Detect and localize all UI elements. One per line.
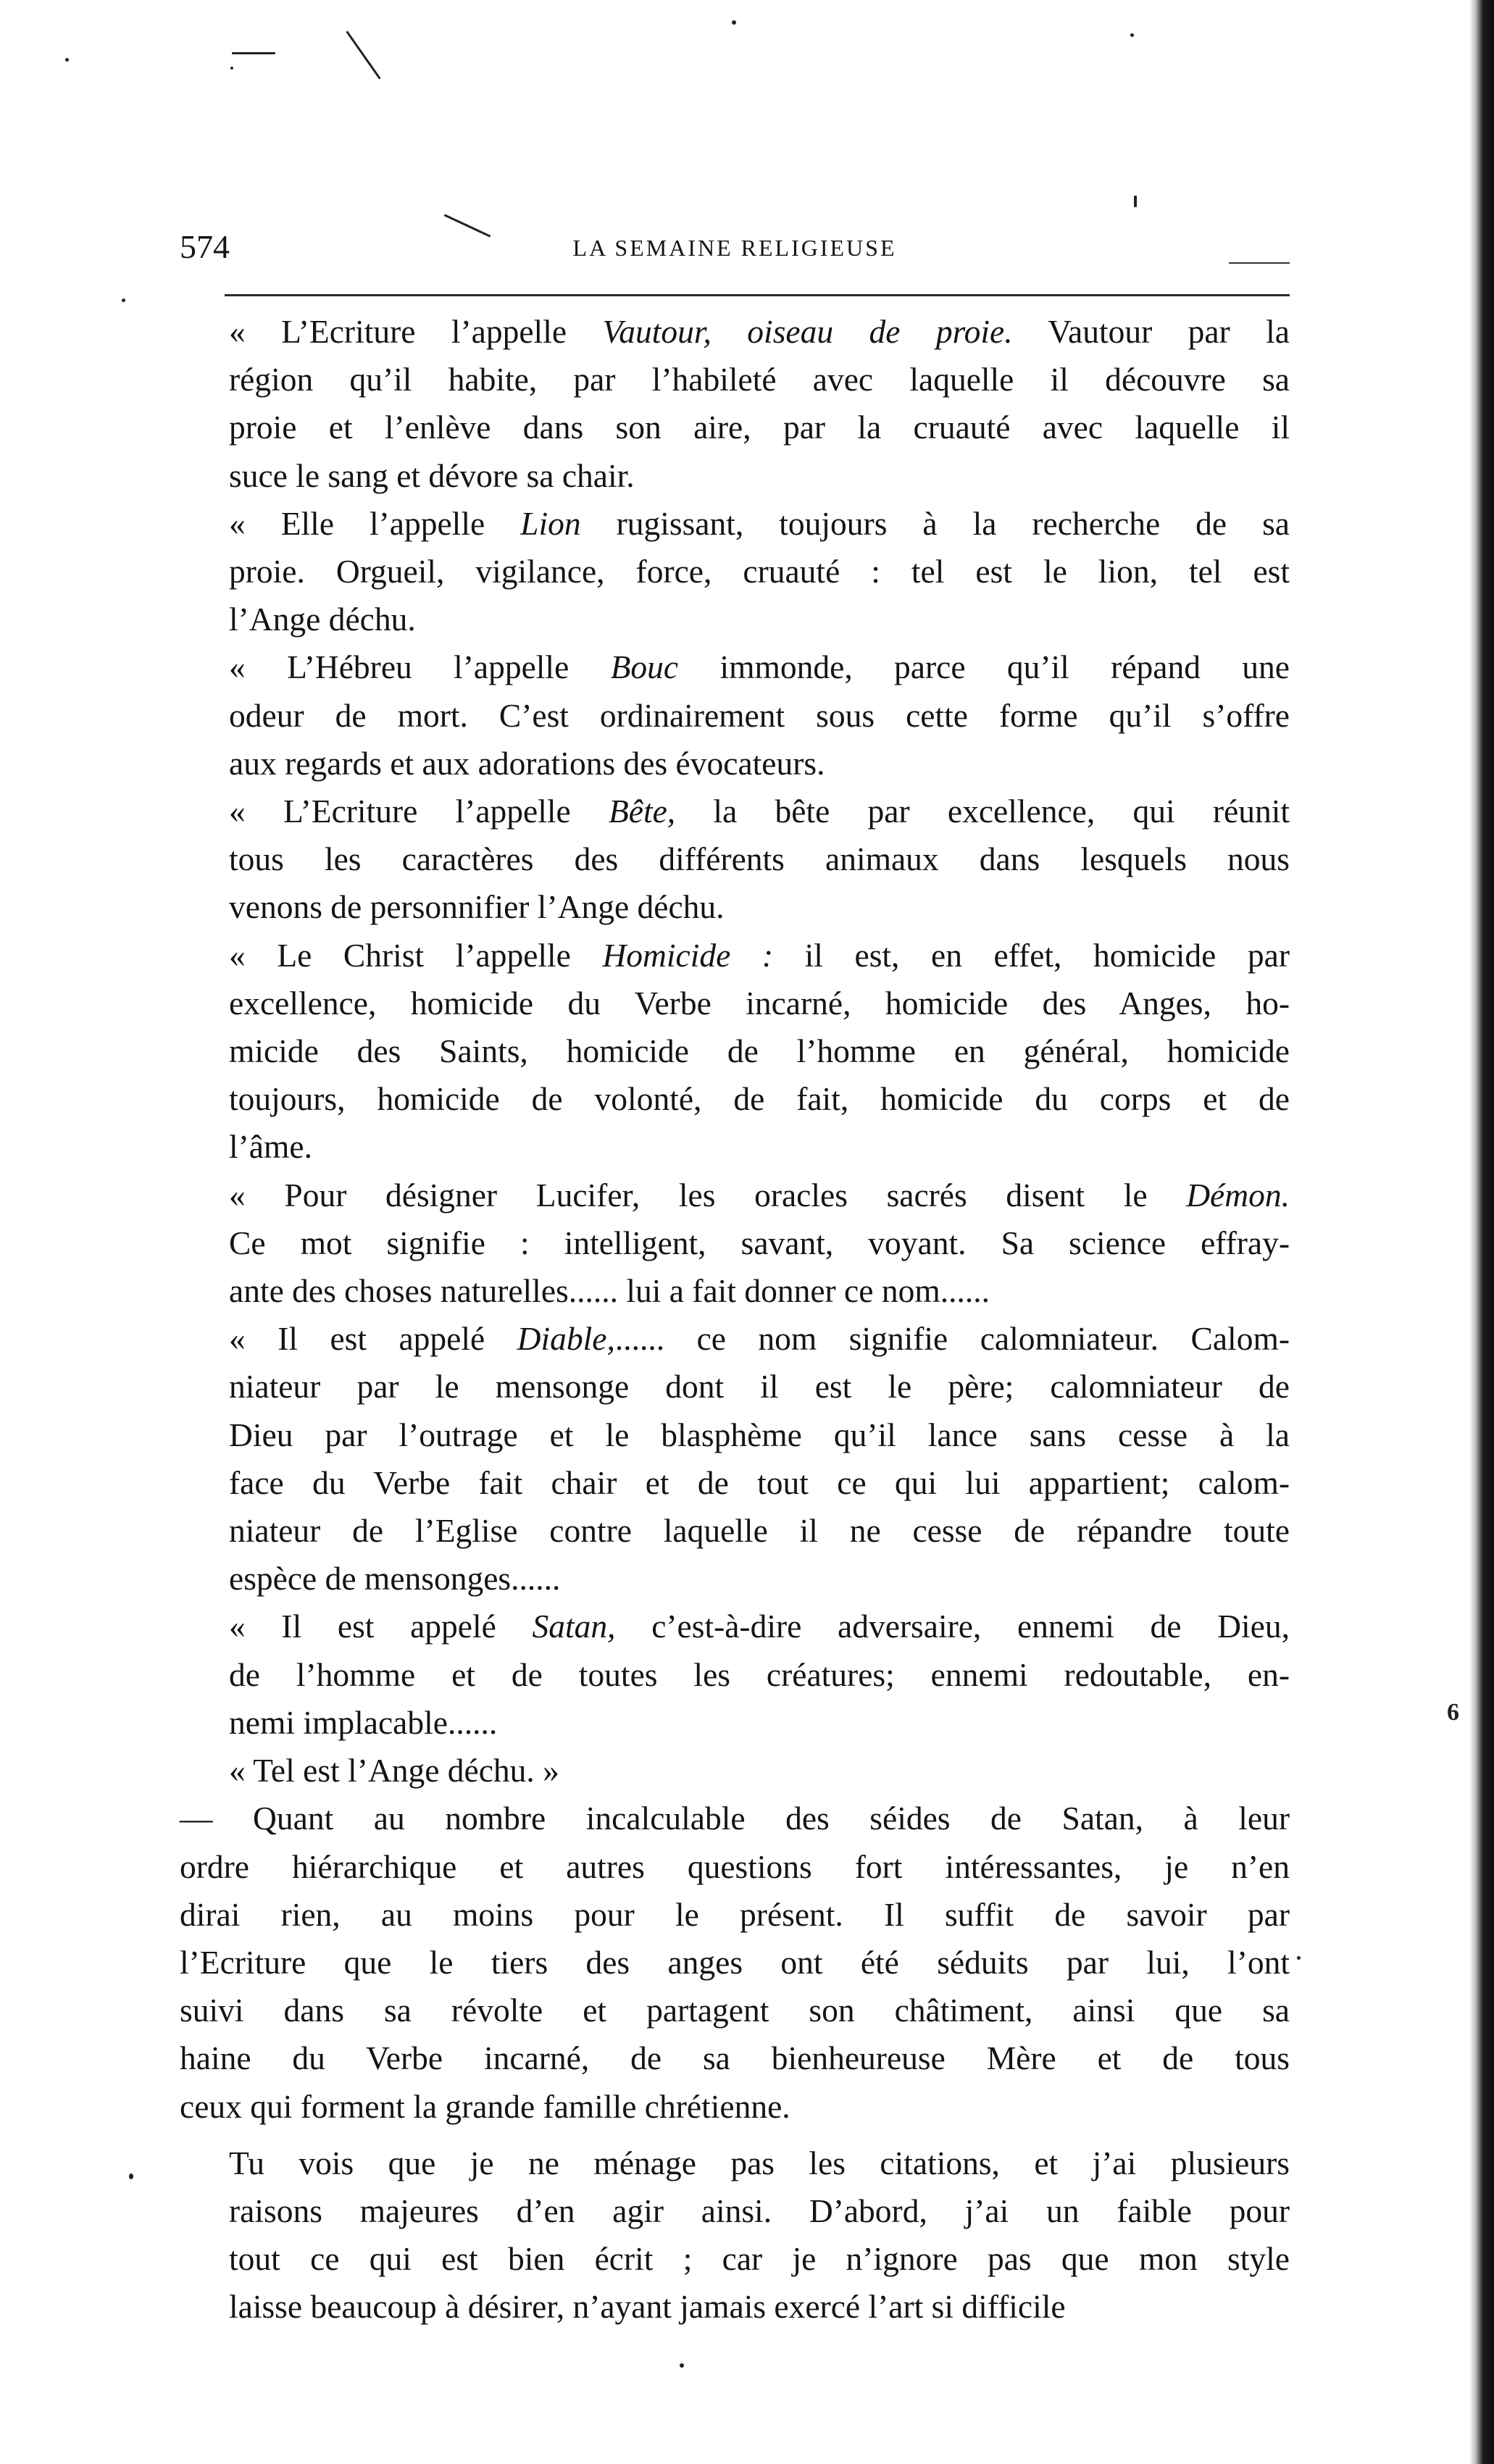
text-line: « L’Hébreu l’appelle Bouc immonde, parce qu’il répand une [229, 648, 1290, 686]
text-line: — Quant au nombre incalculable des séides de Satan, à leur [180, 1800, 1290, 1837]
paragraph [180, 500, 1290, 644]
paragraph [180, 1747, 1290, 1795]
paragraph [180, 788, 1290, 932]
paragraph [180, 1603, 1290, 1747]
text-line: Tu vois que je ne ménage pas les citations, et j’ai plusieurs [229, 2144, 1290, 2181]
scan-speck [680, 2363, 684, 2368]
text-line: ante des choses naturelles...... lui a fait donner ce nom...... [229, 1272, 990, 1310]
text-line: région qu’il habite, par l’habileté avec laquelle il découvre sa [229, 361, 1290, 398]
text-line: face du Verbe fait chair et de tout ce qui lui appartient; calom- [229, 1463, 1290, 1501]
margin-mark: 6 [1447, 1699, 1459, 1726]
text-line: niateur de l’Eglise contre laquelle il ne cesse de répandre toute [229, 1512, 1290, 1550]
scan-speck [65, 58, 69, 62]
text-line: Ce mot signifie : intelligent, savant, voyant. Sa science effray- [229, 1224, 1290, 1261]
text-line: ordre hiérarchique et autres questions fort intéressantes, je n’en [180, 1847, 1290, 1885]
text-line: excellence, homicide du Verbe incarné, homicide des Anges, ho- [229, 984, 1290, 1022]
header-rule [225, 294, 1290, 296]
paragraph [180, 308, 1290, 500]
text-line: l’âme. [229, 1128, 312, 1166]
running-head [180, 217, 1290, 275]
text-line: « L’Ecriture l’appelle Vautour, oiseau de proie. Vautour par la [229, 313, 1290, 350]
scan-speck [122, 298, 125, 302]
paragraph [180, 2139, 1290, 2331]
text-line: proie. Orgueil, vigilance, force, cruauté : tel est le lion, tel est [229, 553, 1290, 590]
scan-speck [1297, 1956, 1301, 1960]
text-line: « Il est appelé Satan, c’est-à-dire adversaire, ennemi de Dieu, [229, 1608, 1290, 1645]
text-line: venons de personnifier l’Ange déchu. [229, 888, 725, 926]
text-line: suivi dans sa révolte et partagent son châtiment, ainsi que sa [180, 1992, 1290, 2029]
text-line: espèce de mensonges...... [229, 1560, 561, 1598]
paragraph [180, 932, 1290, 1172]
scan-speck [1134, 196, 1137, 207]
text-line: l’Ange déchu. [229, 601, 416, 638]
scan-speck [129, 2173, 133, 2179]
text-line: tous les caractères des différents animaux dans lesquels nous [229, 840, 1290, 878]
text-line: aux regards et aux adorations des évocateurs. [229, 744, 825, 782]
running-head-dash [1229, 262, 1290, 264]
text-line: « Le Christ l’appelle Homicide : il est, en effet, homicide par [229, 936, 1290, 974]
text-line: odeur de mort. C’est ordinairement sous cette forme qu’il s’offre [229, 696, 1290, 734]
text-line: de l’homme et de toutes les créatures; ennemi redoutable, en- [229, 1655, 1290, 1693]
page-number: 574 [180, 228, 230, 265]
text-line: « Il est appelé Diable,...... ce nom signifie calomniateur. Calom- [229, 1320, 1290, 1358]
text-line: « Pour désigner Lucifer, les oracles sacrés disent le Démon. [229, 1176, 1290, 1214]
text-line: nemi implacable...... [229, 1703, 498, 1741]
text-line: haine du Verbe incarné, de sa bienheureuse Mère et de tous [180, 2039, 1290, 2077]
scan-speck [230, 67, 233, 70]
scan-edge-shadow [1469, 0, 1494, 2464]
text-line: tout ce qui est bien écrit ; car je n’ignore pas que mon style [229, 2240, 1290, 2278]
text-line: niateur par le mensonge dont il est le père; calomniateur de [229, 1368, 1290, 1406]
body-text [180, 308, 1290, 2331]
running-title: LA SEMAINE RELIGIEUSE [572, 235, 897, 261]
text-line: Dieu par l’outrage et le blasphème qu’il lance sans cesse à la [229, 1416, 1290, 1453]
paragraph [180, 643, 1290, 788]
text-line: dirai rien, au moins pour le présent. Il suffit de savoir par [180, 1895, 1290, 1933]
text-line: l’Ecriture que le tiers des anges ont été séduits par lui, l’ont [180, 1943, 1290, 1981]
paragraph [180, 1172, 1290, 1316]
text-line: raisons majeures d’en agir ainsi. D’abord, j’ai un faible pour [229, 2192, 1290, 2229]
text-line: laisse beaucoup à désirer, n’ayant jamais exercé l’art si difficile [229, 2288, 1066, 2326]
scan-speck [232, 52, 275, 54]
text-line: proie et l’enlève dans son aire, par la cruauté avec laquelle il [229, 409, 1290, 446]
scan-speck [1130, 33, 1134, 37]
text-line: ceux qui forment la grande famille chrétienne. [180, 2087, 790, 2125]
text-line: suce le sang et dévore sa chair. [229, 456, 635, 494]
text-line: « L’Ecriture l’appelle Bête, la bête par excellence, qui réunit [229, 793, 1290, 830]
text-line: « Tel est l’Ange déchu. » [229, 1752, 559, 1789]
scan-speck [346, 30, 380, 79]
text-line: micide des Saints, homicide de l’homme en général, homicide [229, 1032, 1290, 1070]
scan-speck [732, 20, 736, 25]
text-line: « Elle l’appelle Lion rugissant, toujours à la recherche de sa [229, 504, 1290, 542]
paragraph [180, 1795, 1290, 2130]
paragraph [180, 1315, 1290, 1603]
text-line: toujours, homicide de volonté, de fait, homicide du corps et de [229, 1080, 1290, 1118]
